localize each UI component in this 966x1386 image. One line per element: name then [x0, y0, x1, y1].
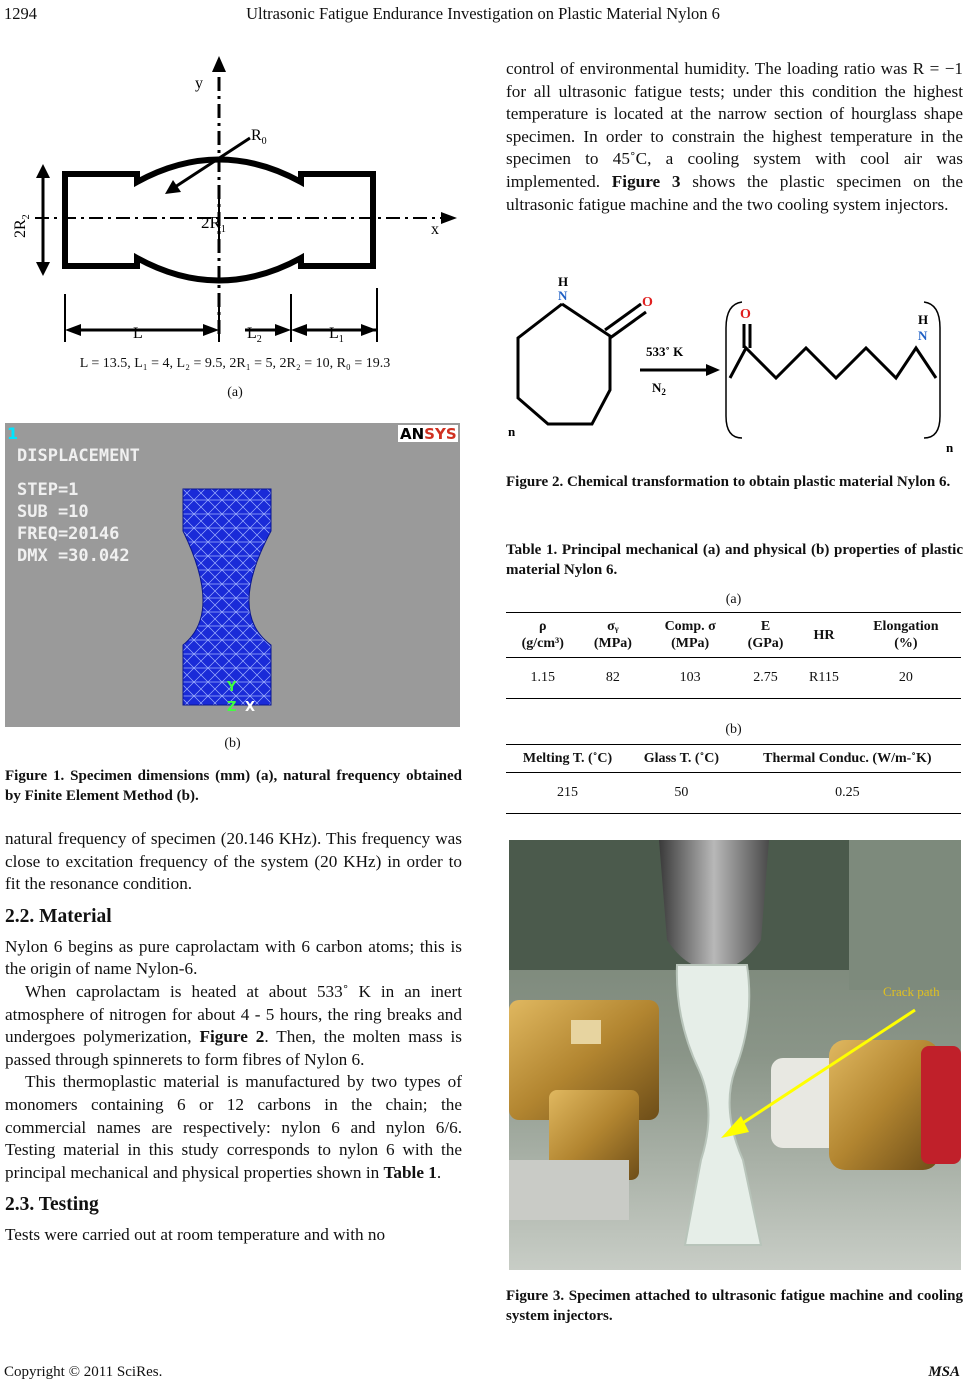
ansys-line-displacement: DISPLACEMENT [17, 446, 140, 466]
table-row: 1.15 82 103 2.75 R115 20 [506, 658, 961, 699]
heading-material: 2.2. Material [5, 905, 112, 927]
svg-text:Y: Y [227, 680, 237, 695]
table1b-header-glass: Glass T. (˚C) [629, 745, 734, 773]
figure3-ref-link[interactable]: Figure 3 [611, 171, 681, 191]
figure2-caption: Figure 2. Chemical transformation to obtain plastic material Nylon 6. [506, 474, 951, 490]
y-axis-label: y [195, 75, 203, 92]
table1a [506, 612, 961, 699]
table1a-label: (a) [725, 592, 742, 607]
ansys-line-sub: SUB =10 [17, 502, 89, 522]
crack-path-label: Crack path [883, 984, 940, 999]
table1a-header-hardness: HR [797, 613, 851, 658]
figure1a-dims: L = 13.5, L₁ = 4, L₂ = 9.5, 2R₁ = 5, 2R₂ = 10, R₀ = 19.3 [79, 356, 391, 371]
right-column-text [506, 58, 963, 216]
page-number: 1294 [4, 4, 37, 23]
table1-caption: Table 1. Principal mechanical (a) and physical (b) properties of plastic material Nylon 6. [506, 542, 963, 578]
ansys-window-number: 1 [7, 424, 19, 443]
table1a-header-yield: σᵧ (MPa) [580, 613, 647, 658]
table1a-header-density: ρ (g/cm³) [506, 613, 580, 658]
table1b [506, 744, 961, 814]
paragraph-resonance: natural frequency of specimen (20.146 KHz). This frequency was close to excitation frequency of the system (20 KHz) in order to fit the resonance condition. [5, 829, 462, 894]
table1a-header-elongation: Elongation (%) [851, 613, 961, 658]
figure3-photo [509, 840, 961, 1270]
left-column-text [5, 828, 462, 1247]
svg-text:H: H [918, 312, 929, 327]
paragraph-thermoplastic: This thermoplastic material is manufactured by two types of monomers containing 6 or 12 carbons in the chain; the commercial names are respectively: nylon 6 and nylon 6/6. Testing material in this study corresponds to nylon 6 with the principal mechanical and physical properties shown in Table 1. [5, 1072, 462, 1182]
svg-text:O: O [740, 307, 751, 322]
ansys-line-freq: FREQ=20146 [17, 524, 120, 544]
svg-text:R0: $R_0$ [251, 127, 267, 147]
table1b-header-thermal: Thermal Conduc. (W/m-˚K) [734, 745, 961, 773]
svg-text:O: O [642, 295, 653, 310]
table-row: 215 50 0.25 [506, 773, 961, 814]
ansys-line-dmx: DMX =30.042 [17, 546, 130, 566]
ansys-logo: ANSYS [400, 425, 457, 443]
figure1a-label: (a) [227, 385, 243, 400]
figure3-caption: Figure 3. Specimen attached to ultrasonic fatigue machine and cooling system injectors. [506, 1288, 963, 1324]
copyright: Copyright © 2011 SciRes. [4, 1364, 163, 1380]
svg-text:N2: $N_2$ [652, 380, 666, 397]
svg-text:2R2: $2R_2$ [12, 214, 32, 238]
figure1-caption: Figure 1. Specimen dimensions (mm) (a), natural frequency obtained by Finite Element Method (b). [5, 768, 462, 804]
paragraph-cooling: control of environmental humidity. The loading ratio was R = −1 for all ultrasonic fatigue tests; under this condition the highest temperature is located at the narrow section of hourglass shape specimen. In order to constrain the highest temperature in the specimen to 45˚C, a cooling system with cool air was implemented. Figure 3 shows the plastic specimen on the ultrasonic fatigue machine and the two cooling system injectors. [506, 59, 964, 214]
svg-text:n: n [508, 424, 516, 439]
table1a-header-modulus: E (GPa) [734, 613, 797, 658]
svg-text:N: N [918, 328, 928, 343]
journal-abbrev: MSA [928, 1364, 960, 1380]
ansys-line-step: STEP=1 [17, 480, 79, 500]
figure1a-specimen-drawing [5, 52, 465, 352]
svg-text:X: X [245, 700, 256, 715]
x-axis-label: x [431, 221, 439, 238]
running-header [0, 4, 966, 26]
figure2-ref-link[interactable]: Figure 2 [199, 1027, 265, 1047]
svg-text:L: L [133, 325, 143, 342]
table1-ref-link[interactable]: Table 1 [383, 1162, 437, 1182]
paragraph-nylon-origin: Nylon 6 begins as pure caprolactam with 6 carbon atoms; this is the origin of name Nylon-6. [5, 936, 462, 979]
svg-text:n: n [946, 440, 954, 455]
table1a-header-comp: Comp. σ (MPa) [646, 613, 734, 658]
svg-text:2R1: $2R_1$ [201, 213, 226, 235]
svg-text:533˚ K: 533˚ K [646, 344, 684, 359]
running-title: Ultrasonic Fatigue Endurance Investigation on Plastic Material Nylon 6 [246, 4, 720, 23]
svg-text:H: H [558, 274, 569, 289]
svg-text:L1: $L_1$ [329, 325, 344, 345]
paragraph-caprolactam: When caprolactam is heated at about 533˚ K in an inert atmosphere of nitrogen for about 4 - 5 hours, the ring breaks and undergoes polymerization, Figure 2. Then, the molten mass is passed through spinnerets to form fibres of Nylon 6. [5, 981, 462, 1069]
ultrasonic-horn [659, 840, 769, 970]
figure2-chemical-diagram [506, 268, 964, 458]
svg-text:L2: $L_2$ [247, 325, 262, 345]
figure1b-ansys-plot [5, 423, 460, 727]
svg-text:Z: Z [227, 700, 237, 715]
table1b-label: (b) [725, 722, 742, 737]
paragraph-testing: Tests were carried out at room temperature and with no [5, 1225, 386, 1245]
heading-testing: 2.3. Testing [5, 1194, 99, 1216]
table1b-header-melting: Melting T. (˚C) [506, 745, 629, 773]
svg-text:N: N [558, 288, 568, 303]
figure1b-label: (b) [224, 736, 241, 751]
